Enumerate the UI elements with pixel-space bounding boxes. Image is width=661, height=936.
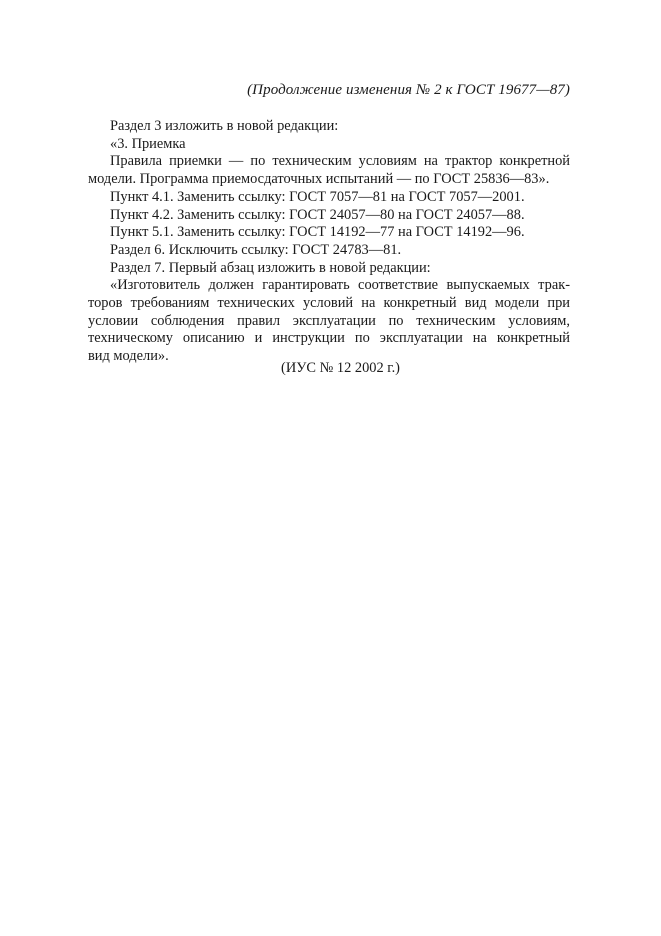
paragraph-quote-line3: условии соблюдения правил эксплуатации по техническим условиям, — [88, 312, 570, 329]
paragraph-quote-line1: «Изготовитель должен гарантировать соответствие выпускаемых трак- — [110, 277, 570, 294]
paragraph-section-3: Раздел 3 изложить в новой редакции: — [110, 118, 339, 134]
paragraph-acceptance-rules-line1: Правила приемки — по техническим условиям на трактор конкретной — [110, 153, 570, 170]
paragraph-acceptance-rules-line2: модели. Программа приемосдаточных испытаний — по ГОСТ 25836—83». — [88, 171, 550, 188]
source-reference: (ИУС № 12 2002 г.) — [281, 360, 400, 376]
paragraph-section-6: Раздел 6. Исключить ссылку: ГОСТ 24783—81. — [110, 241, 402, 258]
document-body — [88, 118, 570, 366]
paragraph-item-4-1: Пункт 4.1. Заменить ссылку: ГОСТ 7057—81 на ГОСТ 7057—2001. — [110, 188, 525, 205]
paragraph-item-5-1: Пункт 5.1. Заменить ссылку: ГОСТ 14192—77 на ГОСТ 14192—96. — [110, 224, 525, 241]
page-header: (Продолжение изменения № 2 к ГОСТ 19677—87) — [247, 82, 570, 98]
paragraph-quote-line2: торов требованиям технических условий на конкретный вид модели при — [88, 295, 570, 312]
paragraph-quote-line4: техническому описанию и инструкции по эксплуатации на конкретный — [88, 330, 570, 347]
paragraph-section-7: Раздел 7. Первый абзац изложить в новой редакции: — [110, 259, 431, 276]
paragraph-item-4-2: Пункт 4.2. Заменить ссылку: ГОСТ 24057—80 на ГОСТ 24057—88. — [110, 206, 525, 223]
paragraph-heading-acceptance: «3. Приемка — [110, 135, 186, 152]
paragraph-quote-line5: вид модели». — [88, 348, 169, 365]
